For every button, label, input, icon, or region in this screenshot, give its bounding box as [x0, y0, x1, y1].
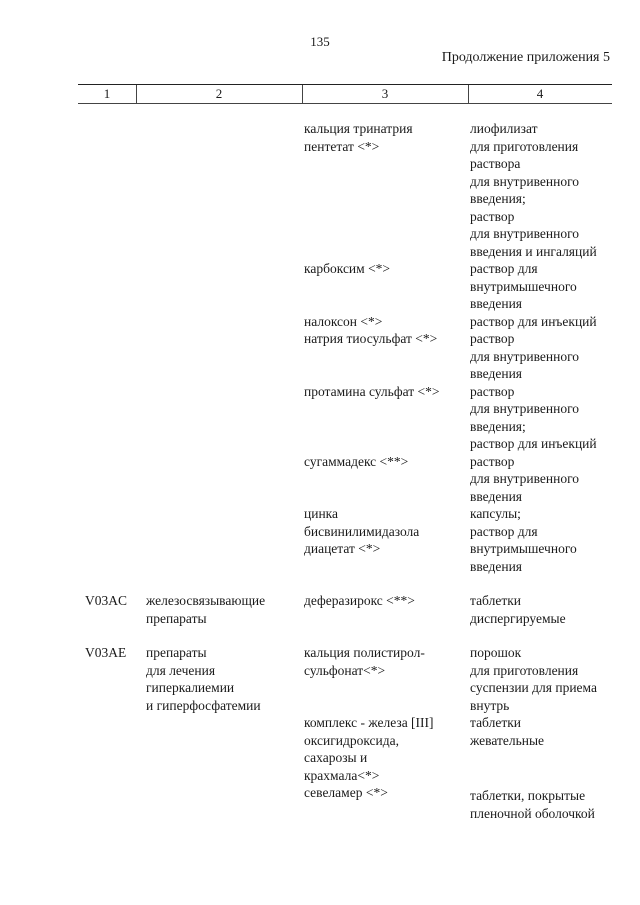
header-cell-2: 2: [215, 86, 223, 101]
drug-name-line: пентетат <*>: [304, 138, 380, 154]
dosage-form-line: введения;: [470, 418, 526, 434]
drug-name-line: кальция тринатрия: [304, 121, 413, 136]
dosage-form-line: внутримышечного: [470, 278, 577, 294]
dosage-form-line: раствор для: [470, 261, 538, 276]
dosage-form-line: таблетки, покрытые: [470, 788, 586, 803]
page-number: 135: [310, 34, 330, 49]
drug-name-line: натрия тиосульфат <*>: [304, 331, 438, 346]
dosage-form-line: для внутривенного: [470, 173, 580, 189]
dosage-form-line: раствор: [470, 208, 515, 224]
drug-name-line: комплекс - железа [III]: [304, 715, 434, 730]
drug-name-line: протамина сульфат <*>: [304, 383, 440, 399]
table-header-row: [78, 84, 612, 104]
dosage-form-line: раствор: [470, 383, 515, 399]
group-name-line: и гиперфосфатемии: [146, 697, 261, 713]
dosage-form-line: для внутривенного: [470, 348, 580, 364]
dosage-form-line: введения: [470, 558, 523, 574]
group-name-line: для лечения: [146, 662, 216, 678]
header-cell-3: 3: [381, 86, 389, 101]
drug-name-line: крахмала<*>: [304, 767, 380, 783]
drug-name-line: деферазирокс <**>: [304, 593, 415, 608]
dosage-form-line: введения и ингаляций: [470, 243, 597, 259]
dosage-form-line: раствора: [470, 156, 521, 171]
dosage-form-line: диспергируемые: [470, 610, 566, 626]
dosage-form-line: жевательные: [470, 732, 545, 748]
drug-name-line: кальция полистирол-: [304, 645, 425, 660]
group-name-line: препараты: [146, 610, 207, 626]
dosage-form-line: введения;: [470, 191, 526, 206]
drug-name-line: карбоксим <*>: [304, 261, 391, 276]
dosage-form-line: суспензии для приема: [470, 680, 597, 695]
header-cell-1: 1: [103, 86, 111, 101]
drug-name-line: сугаммадекс <**>: [304, 453, 409, 469]
dosage-form-line: для внутривенного: [470, 471, 580, 486]
dosage-form-line: раствор для: [470, 523, 538, 539]
group-name-line: железосвязывающие: [146, 593, 266, 608]
dosage-form-line: для внутривенного: [470, 401, 580, 416]
drug-name-line: севеламер <*>: [304, 785, 388, 800]
drug-name-line: оксигидроксида,: [304, 732, 399, 748]
drug-name-line: бисвинилимидазола: [304, 523, 420, 539]
drug-name-line: сахарозы и: [304, 750, 368, 765]
dosage-form-line: для приготовления: [470, 662, 579, 678]
dosage-form-line: для внутривенного: [470, 226, 580, 241]
dosage-form-line: раствор для инъекций: [470, 313, 597, 329]
atc-code: V03AE: [85, 645, 127, 660]
dosage-form-line: капсулы;: [470, 506, 521, 521]
dosage-form-line: введения: [470, 296, 523, 311]
drug-name-line: налоксон <*>: [304, 313, 383, 329]
continuation-title: Продолжение приложения 5: [441, 50, 610, 65]
dosage-form-line: раствор: [470, 331, 515, 346]
dosage-form-line: таблетки: [470, 715, 522, 730]
drug-name-line: сульфонат<*>: [304, 662, 386, 678]
dosage-form-line: порошок: [470, 645, 522, 660]
group-name-line: гиперкалиемии: [146, 680, 235, 695]
dosage-form-line: лиофилизат: [470, 121, 538, 136]
group-name-line: препараты: [146, 645, 207, 660]
dosage-form-line: введения: [470, 488, 523, 504]
dosage-form-line: внутримышечного: [470, 541, 577, 556]
dosage-form-line: пленочной оболочкой: [470, 805, 595, 821]
drug-name-line: цинка: [304, 506, 339, 521]
dosage-form-line: раствор: [470, 453, 515, 469]
dosage-form-line: введения: [470, 366, 523, 381]
header-cell-4: 4: [536, 86, 544, 101]
dosage-form-line: внутрь: [470, 697, 510, 713]
drug-name-line: диацетат <*>: [304, 541, 381, 556]
dosage-form-line: таблетки: [470, 593, 522, 608]
dosage-form-line: для приготовления: [470, 138, 579, 154]
dosage-form-line: раствор для инъекций: [470, 436, 597, 451]
atc-code: V03AC: [85, 593, 128, 608]
